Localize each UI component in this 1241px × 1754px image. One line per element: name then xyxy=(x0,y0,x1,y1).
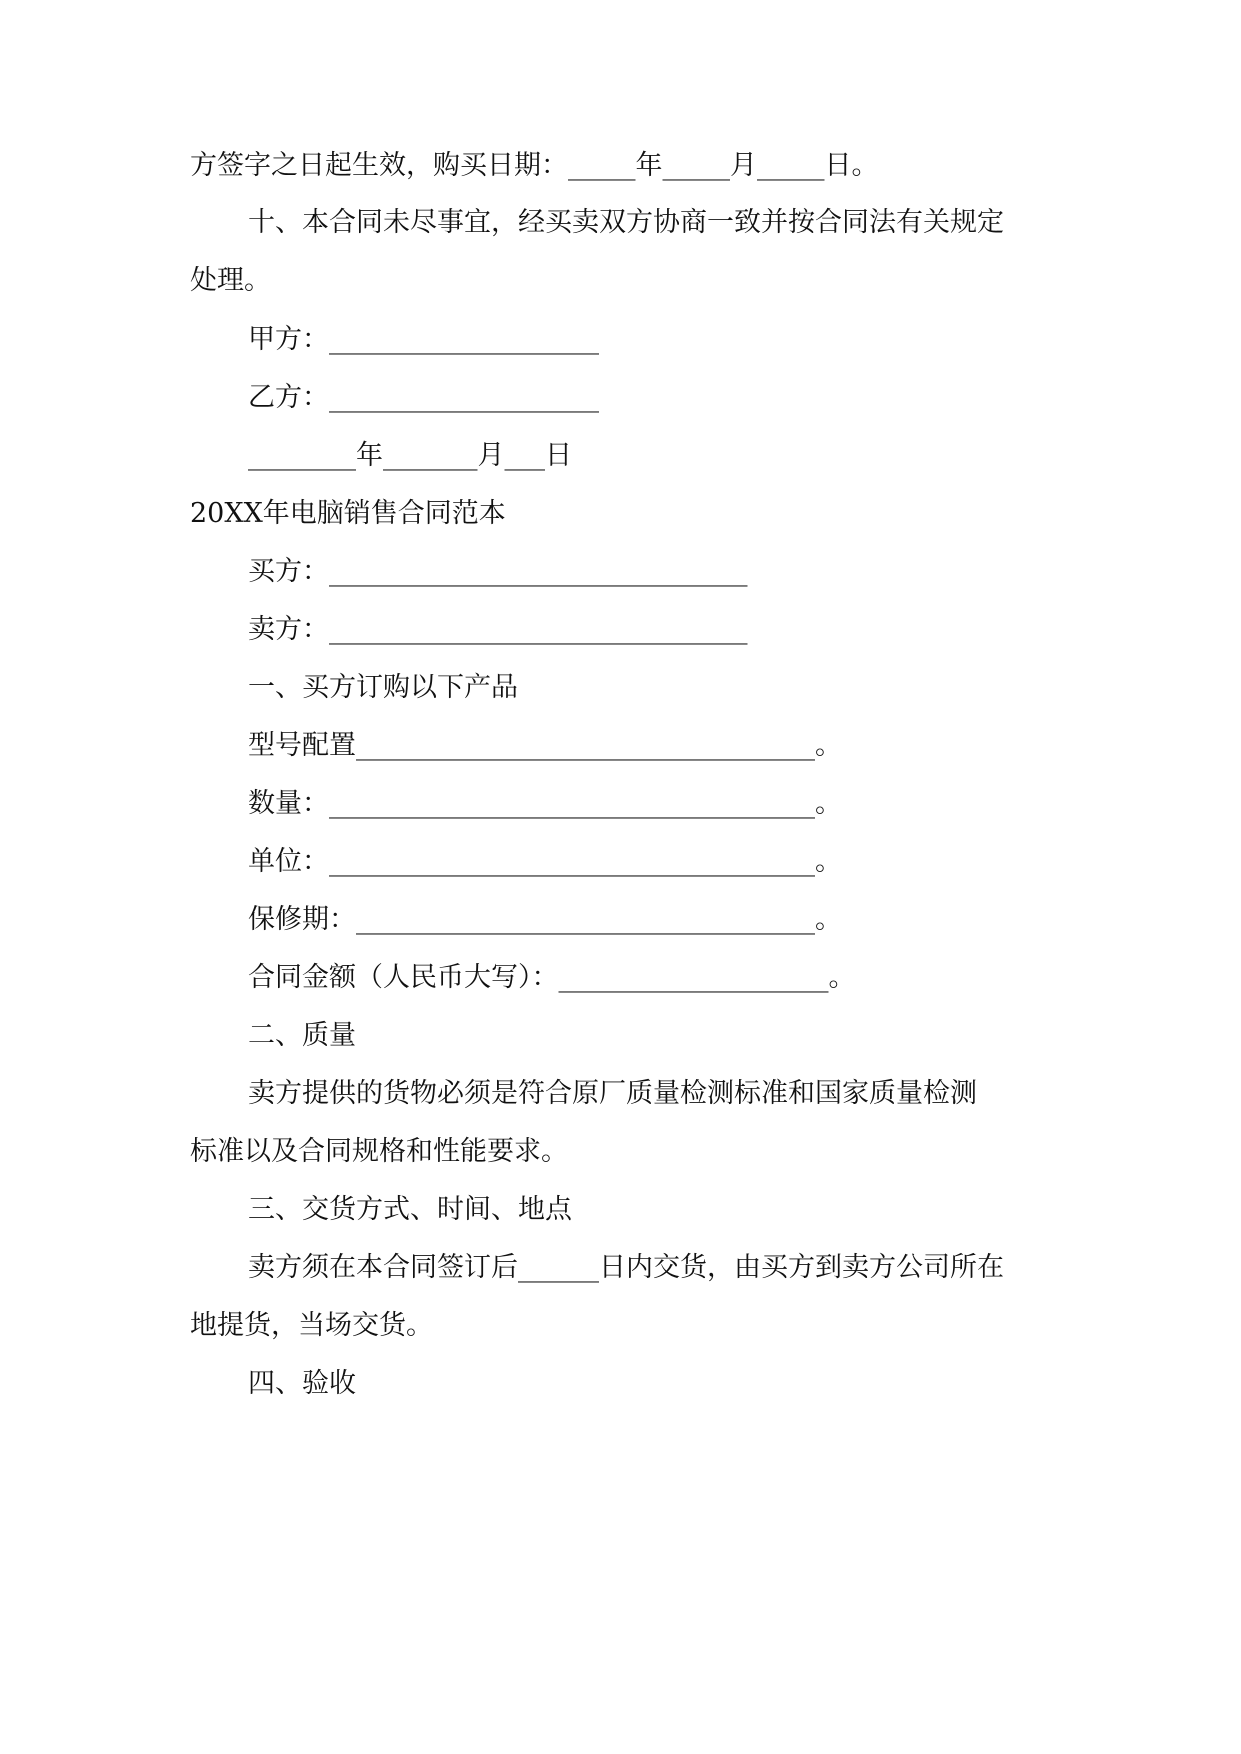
section-three-heading: 三、交货方式、时间、地点 xyxy=(248,1194,572,1225)
effective-date-line: 方签字之日起生效，购买日期：_____年_____月_____日。 xyxy=(190,150,879,181)
quantity-field: 数量：____________________________________。 xyxy=(248,788,842,819)
delivery-text-continuation: 地提货，当场交货。 xyxy=(190,1310,433,1341)
quality-text: 卖方提供的货物必须是符合原厂质量检测标准和国家质量检测 xyxy=(248,1078,977,1109)
party-a-signature: 甲方：____________________ xyxy=(248,324,599,355)
clause-ten-continuation: 处理。 xyxy=(190,265,271,296)
seller-field: 卖方：_______________________________ xyxy=(248,614,748,645)
unit-field: 单位：____________________________________。 xyxy=(248,846,842,877)
section-four-heading: 四、验收 xyxy=(248,1368,356,1399)
quality-text-continuation: 标准以及合同规格和性能要求。 xyxy=(190,1136,568,1167)
signature-date: ________年_______月___日 xyxy=(248,440,572,471)
delivery-text: 卖方须在本合同签订后______日内交货，由买方到卖方公司所在 xyxy=(248,1252,1004,1283)
section-one-heading: 一、买方订购以下产品 xyxy=(248,672,518,703)
warranty-field: 保修期：__________________________________。 xyxy=(248,904,842,935)
contract-amount-field: 合同金额（人民币大写）：____________________。 xyxy=(248,962,856,993)
section-two-heading: 二、质量 xyxy=(248,1020,356,1051)
contract-title: 20XX年电脑销售合同范本 xyxy=(190,498,506,529)
buyer-field: 买方：_______________________________ xyxy=(248,556,748,587)
model-config-field: 型号配置__________________________________。 xyxy=(248,730,842,761)
party-b-signature: 乙方：____________________ xyxy=(248,382,599,413)
clause-ten-text: 十、本合同未尽事宜，经买卖双方协商一致并按合同法有关规定 xyxy=(248,207,1004,238)
